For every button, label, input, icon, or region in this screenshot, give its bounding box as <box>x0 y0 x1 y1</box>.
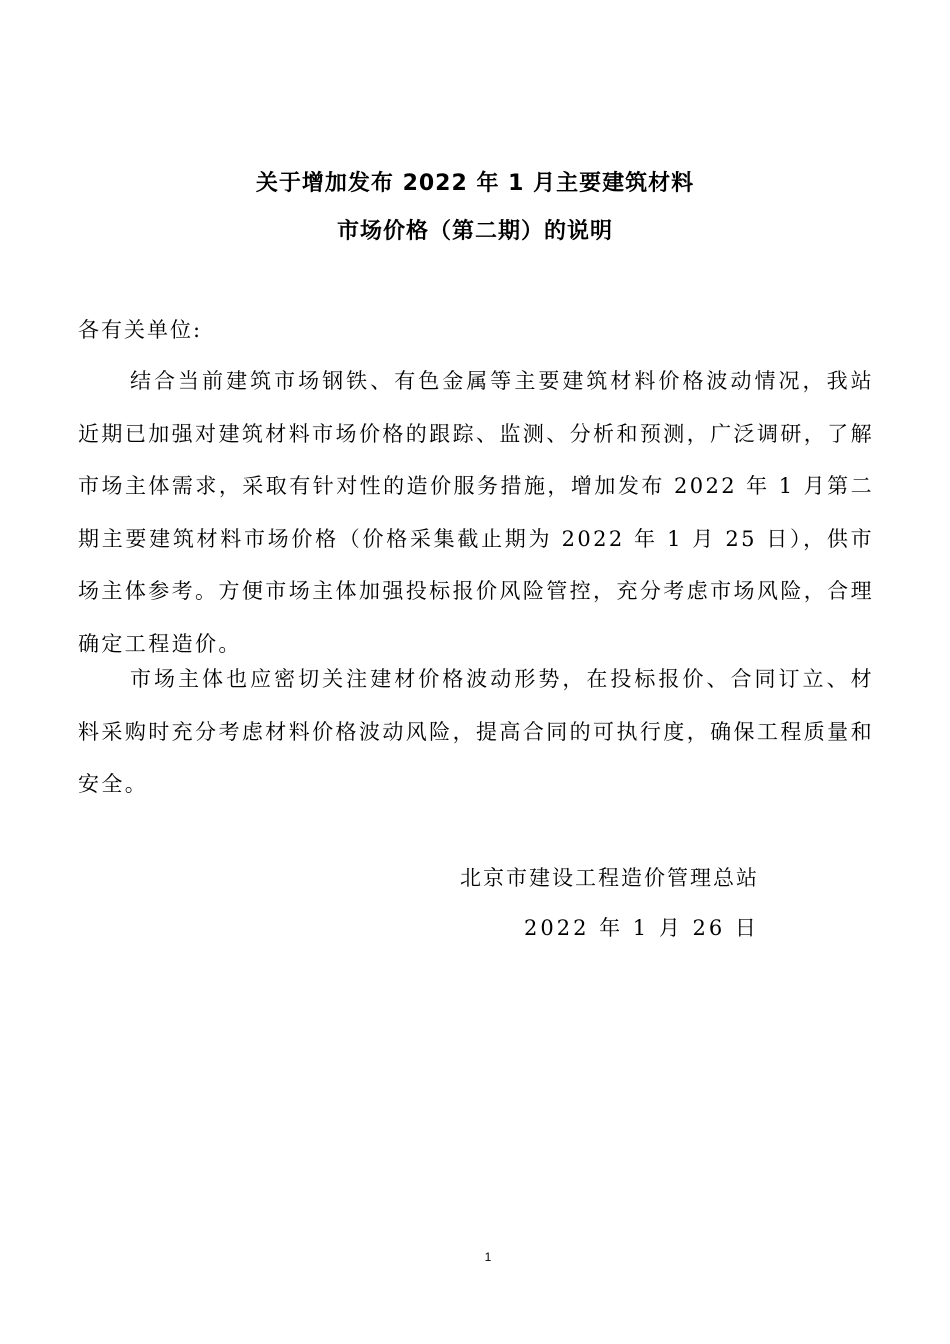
document-title-line-1: 关于增加发布 2022 年 1 月主要建筑材料 <box>255 171 695 196</box>
body-paragraph-1: 结合当前建筑市场钢铁、有色金属等主要建筑材料价格波动情况，我站近期已加强对建筑材料市场价格的跟踪、监测、分析和预测，广泛调研，了解市场主体需求，采取有针对性的造价服务措施，增加发布 2022 年 1 月第二期主要建筑材料市场价格（价格采集截止期为 2022 年 1 月 25 日），供市场主体参考。方便市场主体加强投标报价风险管控，充分考虑市场风险，合理确定工程造价。 <box>78 369 874 656</box>
signature-organization: 北京市建设工程造价管理总站 <box>460 866 759 890</box>
document-title-line-2: 市场价格（第二期）的说明 <box>336 219 613 244</box>
salutation: 各有关单位: <box>78 318 203 342</box>
page-number: 1 <box>484 1250 492 1264</box>
body-paragraph-2: 市场主体也应密切关注建材价格波动形势，在投标报价、合同订立、材料采购时充分考虑材料价格波动风险，提高合同的可执行度，确保工程质量和安全。 <box>78 667 874 796</box>
signature-date: 2022 年 1 月 26 日 <box>524 916 759 940</box>
